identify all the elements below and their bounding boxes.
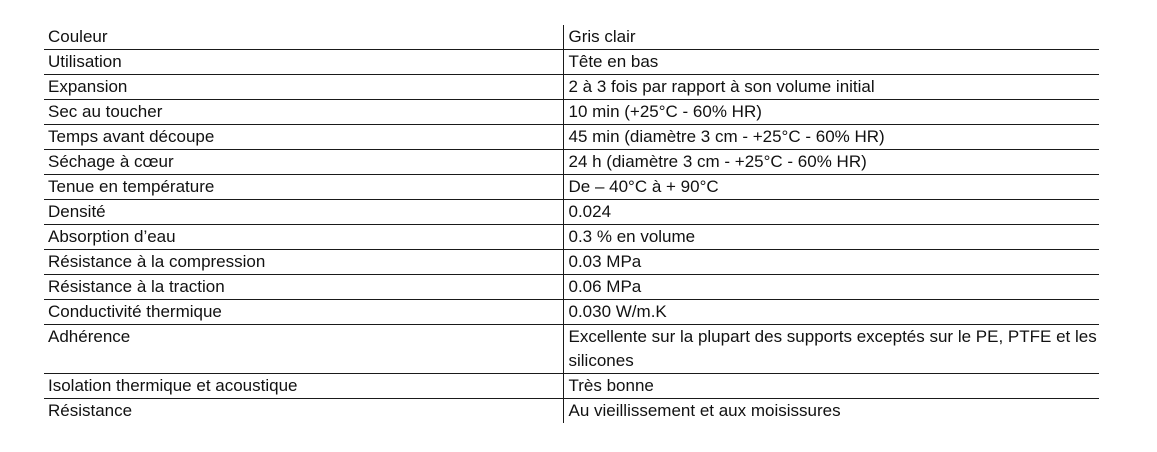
table-row [44, 300, 1099, 325]
table-row [44, 250, 1099, 275]
property-label: Absorption d’eau [44, 225, 563, 250]
table-row [44, 399, 1099, 424]
property-value: 0.03 MPa [563, 250, 1099, 275]
property-value: 0.030 W/m.K [563, 300, 1099, 325]
property-value: Tête en bas [563, 50, 1099, 75]
table-row [44, 374, 1099, 399]
property-label: Résistance à la traction [44, 275, 563, 300]
table-row [44, 75, 1099, 100]
property-label: Adhérence [44, 325, 563, 374]
property-label: Séchage à cœur [44, 150, 563, 175]
table-row [44, 50, 1099, 75]
table-row [44, 275, 1099, 300]
property-value: Au vieillissement et aux moisissures [563, 399, 1099, 424]
property-label: Résistance [48, 401, 133, 420]
table-row [44, 200, 1099, 225]
table-row [44, 125, 1099, 150]
property-value: Gris clair [563, 25, 1099, 50]
table-row [44, 25, 1099, 50]
property-label: Résistance à la compression [44, 250, 563, 275]
property-label: Sec au toucher [44, 100, 563, 125]
property-label: Utilisation [44, 50, 563, 75]
table-row [44, 175, 1099, 200]
property-label: Densité [44, 200, 563, 225]
property-label: Expansion [44, 75, 563, 100]
table-row [44, 325, 1099, 374]
property-label: Conductivité thermique [44, 300, 563, 325]
property-value: Très bonne [563, 374, 1099, 399]
property-value: 24 h (diamètre 3 cm - +25°C - 60% HR) [563, 150, 1099, 175]
property-value: Excellente sur la plupart des supports exceptés sur le PE, PTFE et les silicones [563, 325, 1099, 374]
spec-table [44, 25, 1099, 423]
property-value: 0.3 % en volume [563, 225, 1099, 250]
property-label: Isolation thermique et acoustique [44, 374, 563, 399]
property-value: 45 min (diamètre 3 cm - +25°C - 60% HR) [563, 125, 1099, 150]
table-row [44, 225, 1099, 250]
property-label: Tenue en température [44, 175, 563, 200]
table-row [44, 150, 1099, 175]
property-value: 0.024 [563, 200, 1099, 225]
property-value: 0.06 MPa [563, 275, 1099, 300]
table-row [44, 100, 1099, 125]
property-value: 10 min (+25°C - 60% HR) [563, 100, 1099, 125]
property-value: De – 40°C à + 90°C [563, 175, 1099, 200]
property-label: Couleur [44, 25, 563, 50]
property-label: Temps avant découpe [44, 125, 563, 150]
property-value: 2 à 3 fois par rapport à son volume initial [563, 75, 1099, 100]
